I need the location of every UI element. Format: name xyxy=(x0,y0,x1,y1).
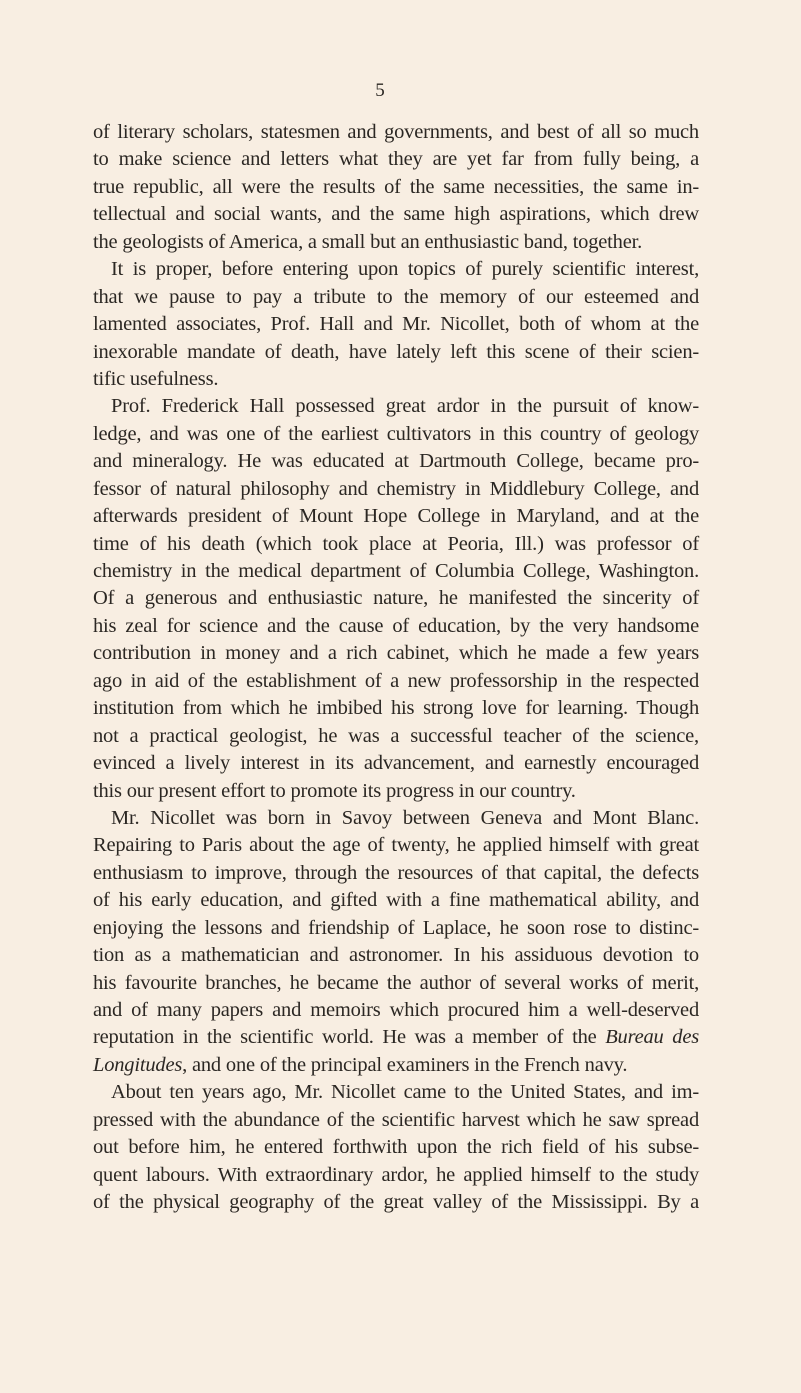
text-line xyxy=(93,1052,699,1079)
line-text: About ten years ago, Mr. Nicollet came to the United States, and im- xyxy=(111,1081,699,1104)
line-text: Prof. Frederick Hall possessed great ardor in the pursuit of know- xyxy=(111,395,699,418)
line-text: Mr. Nicollet was born in Savoy between Geneva and Mont Blanc. xyxy=(111,806,699,829)
text-line xyxy=(93,942,699,969)
line-text: true republic, all were the results of the same necessities, the same in- xyxy=(93,175,699,198)
line-text: this our present effort to promote its progress in our country. xyxy=(93,779,576,802)
line-text: chemistry in the medical department of Columbia College, Washington. xyxy=(93,560,699,582)
line-text: of the physical geography of the great valley of the Mississippi. By a xyxy=(93,1191,699,1214)
text-line xyxy=(93,970,699,997)
line-text: and of many papers and memoirs which procured him a well-deserved xyxy=(93,999,699,1021)
italic-text: Bureau des xyxy=(605,1026,699,1049)
text-line xyxy=(93,832,699,859)
text-line xyxy=(93,1079,699,1106)
line-text: reputation in the scientific world. He was a member of the xyxy=(93,1026,606,1049)
text-line xyxy=(93,558,699,585)
text-line xyxy=(93,805,699,832)
page-number: 5 xyxy=(375,80,385,101)
line-text: inexorable mandate of death, have lately left this scene of their scien- xyxy=(93,340,699,363)
text-line xyxy=(93,723,699,750)
text-line xyxy=(93,1024,699,1051)
text-line xyxy=(93,997,699,1024)
text-line xyxy=(93,668,699,695)
italic-text: Longitudes xyxy=(93,1053,183,1076)
line-text: contribution in money and a rich cabinet, which he made a few years xyxy=(93,642,699,665)
line-text: afterwards president of Mount Hope College in Maryland, and at the xyxy=(93,505,699,528)
line-text: that we pause to pay a tribute to the memory of our esteemed and xyxy=(93,285,699,308)
text-line xyxy=(93,695,699,722)
text-line xyxy=(93,366,699,393)
line-text: Repairing to Paris about the age of twenty, he applied himself with great xyxy=(93,834,699,857)
line-text: his zeal for science and the cause of education, by the very handsome xyxy=(93,614,699,637)
line-text: tellectual and social wants, and the same high aspirations, which drew xyxy=(93,203,699,226)
text-line xyxy=(93,1189,699,1216)
body-text xyxy=(93,119,699,1217)
line-text: tific usefulness. xyxy=(93,367,219,390)
text-line xyxy=(93,421,699,448)
line-text: ledge, and was one of the earliest cultivators in this country of geology xyxy=(93,422,699,445)
text-line xyxy=(93,640,699,667)
text-line xyxy=(93,119,699,146)
line-text: out before him, he entered forthwith upon the rich field of his subse- xyxy=(93,1136,699,1159)
text-line xyxy=(93,778,699,805)
line-text: lamented associates, Prof. Hall and Mr. Nicollet, both of whom at the xyxy=(93,313,699,336)
text-line xyxy=(93,339,699,366)
line-text: institution from which he imbibed his strong love for learning. Though xyxy=(93,697,699,720)
line-text: and mineralogy. He was educated at Dartmouth College, became pro- xyxy=(93,450,699,473)
line-text: It is proper, before entering upon topics of purely scientific interest, xyxy=(111,258,699,281)
text-line xyxy=(93,887,699,914)
line-text: of his early education, and gifted with a fine mathematical ability, and xyxy=(93,889,699,912)
text-line xyxy=(93,256,699,283)
line-text: enjoying the lessons and friendship of Laplace, he soon rose to distinc- xyxy=(93,916,699,939)
line-text: ago in aid of the establishment of a new professorship in the respected xyxy=(93,669,699,692)
text-line xyxy=(93,915,699,942)
text-line xyxy=(93,750,699,777)
text-line xyxy=(93,613,699,640)
text-line xyxy=(93,585,699,612)
text-line xyxy=(93,311,699,338)
line-text: Of a generous and enthusiastic nature, he manifested the sincerity of xyxy=(93,587,699,610)
text-line xyxy=(93,201,699,228)
line-text: not a practical geologist, he was a successful teacher of the science, xyxy=(93,724,699,747)
text-line xyxy=(93,1162,699,1189)
line-text: his favourite branches, he became the author of several works of merit, xyxy=(93,971,699,994)
line-text: evinced a lively interest in its advancement, and earnestly encouraged xyxy=(93,752,699,775)
line-text: the geologists of America, a small but an enthusiastic band, together. xyxy=(93,230,643,253)
text-line xyxy=(93,174,699,201)
line-text: of literary scholars, statesmen and governments, and best of all so much xyxy=(93,121,699,143)
line-text: , and one of the principal examiners in the French navy. xyxy=(182,1053,628,1076)
text-line xyxy=(93,476,699,503)
text-line xyxy=(93,448,699,475)
line-text: pressed with the abundance of the scientific harvest which he saw spread xyxy=(93,1108,699,1131)
text-line xyxy=(93,146,699,173)
line-text: fessor of natural philosophy and chemistry in Middlebury College, and xyxy=(93,477,699,500)
text-line xyxy=(93,1134,699,1161)
text-line xyxy=(93,860,699,887)
line-text: time of his death (which took place at Peoria, Ill.) was professor of xyxy=(93,532,699,555)
text-line xyxy=(93,503,699,530)
line-text: to make science and letters what they are yet far from fully being, a xyxy=(93,148,699,171)
text-line xyxy=(93,1107,699,1134)
text-line xyxy=(93,229,699,256)
line-text: tion as a mathematician and astronomer. In his assiduous devotion to xyxy=(93,944,699,967)
text-line xyxy=(93,284,699,311)
text-line xyxy=(93,393,699,420)
line-text: quent labours. With extraordinary ardor, he applied himself to the study xyxy=(93,1163,699,1186)
line-text: enthusiasm to improve, through the resources of that capital, the defects xyxy=(93,861,699,884)
text-line xyxy=(93,531,699,558)
